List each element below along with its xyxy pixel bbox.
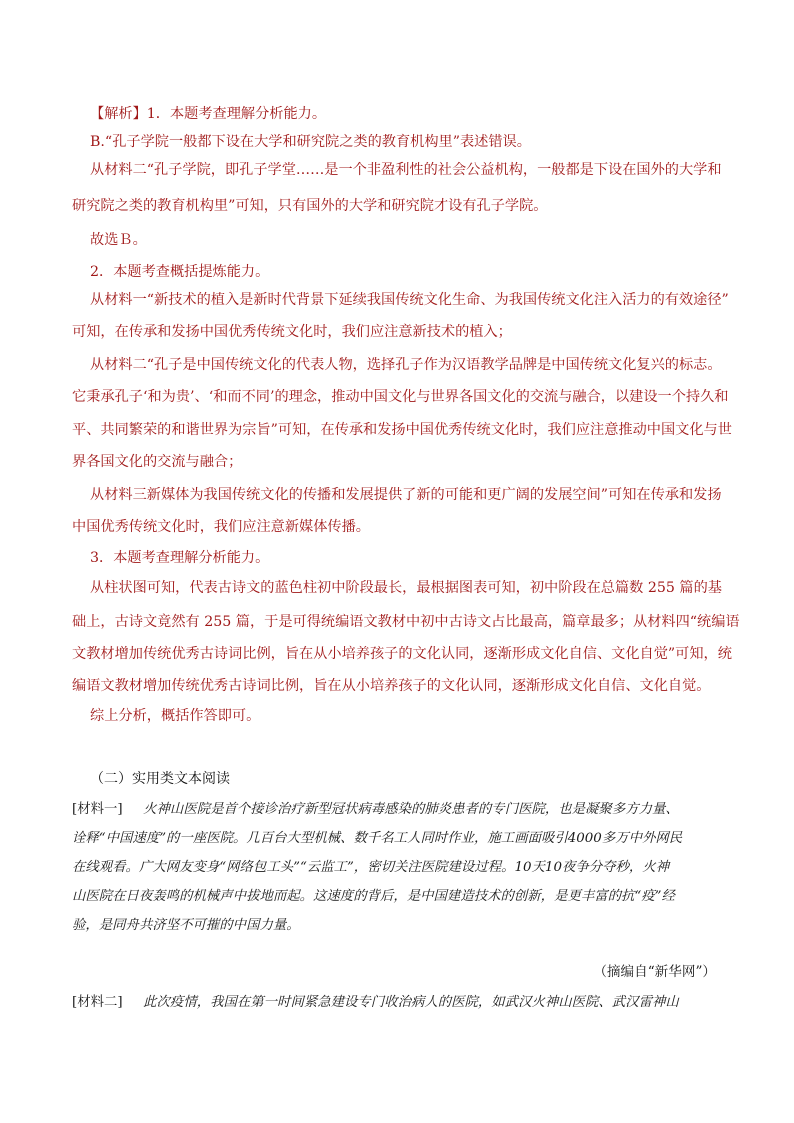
analysis-line-10: 它秉承孔子‘和为贵’、‘和而不同’的理念，推动中国文化与世界各国文化的交流与融合，以建设一个持久和	[72, 389, 729, 405]
analysis-line-14: 中国优秀传统文化时，我们应注意新媒体传播。	[72, 519, 370, 535]
material1-source: （摘编自“新华网”）	[593, 964, 716, 980]
material1-tag: [材料一]	[72, 802, 123, 817]
analysis-line-1: 【解析】1．本题考查理解分析能力。	[90, 106, 327, 122]
material2-text-1: 此次疫情，我国在第一时间紧急建设专门收治病人的医院，如武汉火神山医院、武汉雷神山	[143, 995, 679, 1010]
material1-line-4: 山医院在日夜轰鸣的机械声中拔地而起。这速度的背后，是中国建造技术的创新，是更丰富的抗“疫”经	[72, 889, 675, 904]
section-title: （二）实用类文本阅读	[90, 771, 230, 787]
analysis-line-11: 平、共同繁荣的和谐世界为宗旨”可知，在传承和发扬中国优秀传统文化时，我们应注意推动中国文化与世	[72, 422, 732, 438]
analysis-line-9: 从材料二“孔子是中国传统文化的代表人物，选择孔子作为汉语教学品牌是中国传统文化复兴的标志。	[90, 357, 722, 373]
material1-line-5: 验，是同舟共济坚不可摧的中国力量。	[72, 918, 300, 933]
material1-line-2: 诠释“中国速度”的一座医院。几百台大型机械、数千名工人同时作业，施工画面吸引4000多万中外网民	[72, 831, 683, 846]
analysis-line-15: 3．本题考查理解分析能力。	[90, 550, 270, 566]
analysis-line-2: B.“孔子学院一般都下设在大学和研究院之类的教育机构里”表述错误。	[90, 134, 531, 150]
analysis-line-8: 可知，在传承和发扬中国优秀传统文化时，我们应注意新技术的植入；	[72, 324, 512, 340]
analysis-line-16: 从柱状图可知，代表古诗文的蓝色柱初中阶段最长，最根据图表可知，初中阶段在总篇数 255 篇的基	[90, 580, 722, 596]
analysis-line-6: 2．本题考查概括提炼能力。	[90, 264, 270, 280]
analysis-line-4: 研究院之类的教育机构里”可知，只有国外的大学和研究院才设有孔子学院。	[72, 198, 548, 214]
material2-line-1	[72, 993, 732, 1013]
analysis-line-7: 从材料一“新技术的植入是新时代背景下延续我国传统文化生命、为我国传统文化注入活力的有效途径”	[90, 292, 729, 308]
analysis-line-12: 界各国文化的交流与融合；	[72, 454, 243, 470]
material1-line-3: 在线观看。广大网友变身“网络包工头”“云监工”，密切关注医院建设过程。10天10夜争分夺秒，火神	[72, 860, 670, 875]
analysis-line-17: 础上，古诗文竟然有 255 篇，于是可得统编语文教材中初中古诗文占比最高，篇章最多；从材料四“统编语	[72, 614, 740, 630]
analysis-line-5: 故选Ｂ。	[90, 232, 147, 248]
analysis-line-19: 编语文教材增加传统优秀古诗词比例，旨在从小培养孩子的文化认同，逐渐形成文化自信、文化自觉。	[72, 678, 711, 694]
analysis-line-18: 文教材增加传统优秀古诗词比例，旨在从小培养孩子的文化认同，逐渐形成文化自信、文化自觉”可知，统	[72, 646, 732, 662]
analysis-line-20: 综上分析，概括作答即可。	[90, 708, 261, 724]
analysis-line-13: 从材料三新媒体为我国传统文化的传播和发展提供了新的可能和更广阔的发展空间”可知在传承和发扬	[90, 487, 722, 503]
material1-text-1: 火神山医院是首个接诊治疗新型冠状病毒感染的肺炎患者的专门医院，也是凝聚多方力量、	[143, 802, 679, 817]
material2-tag: [材料二]	[72, 995, 123, 1010]
analysis-line-3: 从材料二“孔子学院，即孔子学堂……是一个非盈利性的社会公益机构，一般都是下设在国外的大学和	[90, 162, 722, 178]
material1-line-1	[72, 800, 732, 820]
